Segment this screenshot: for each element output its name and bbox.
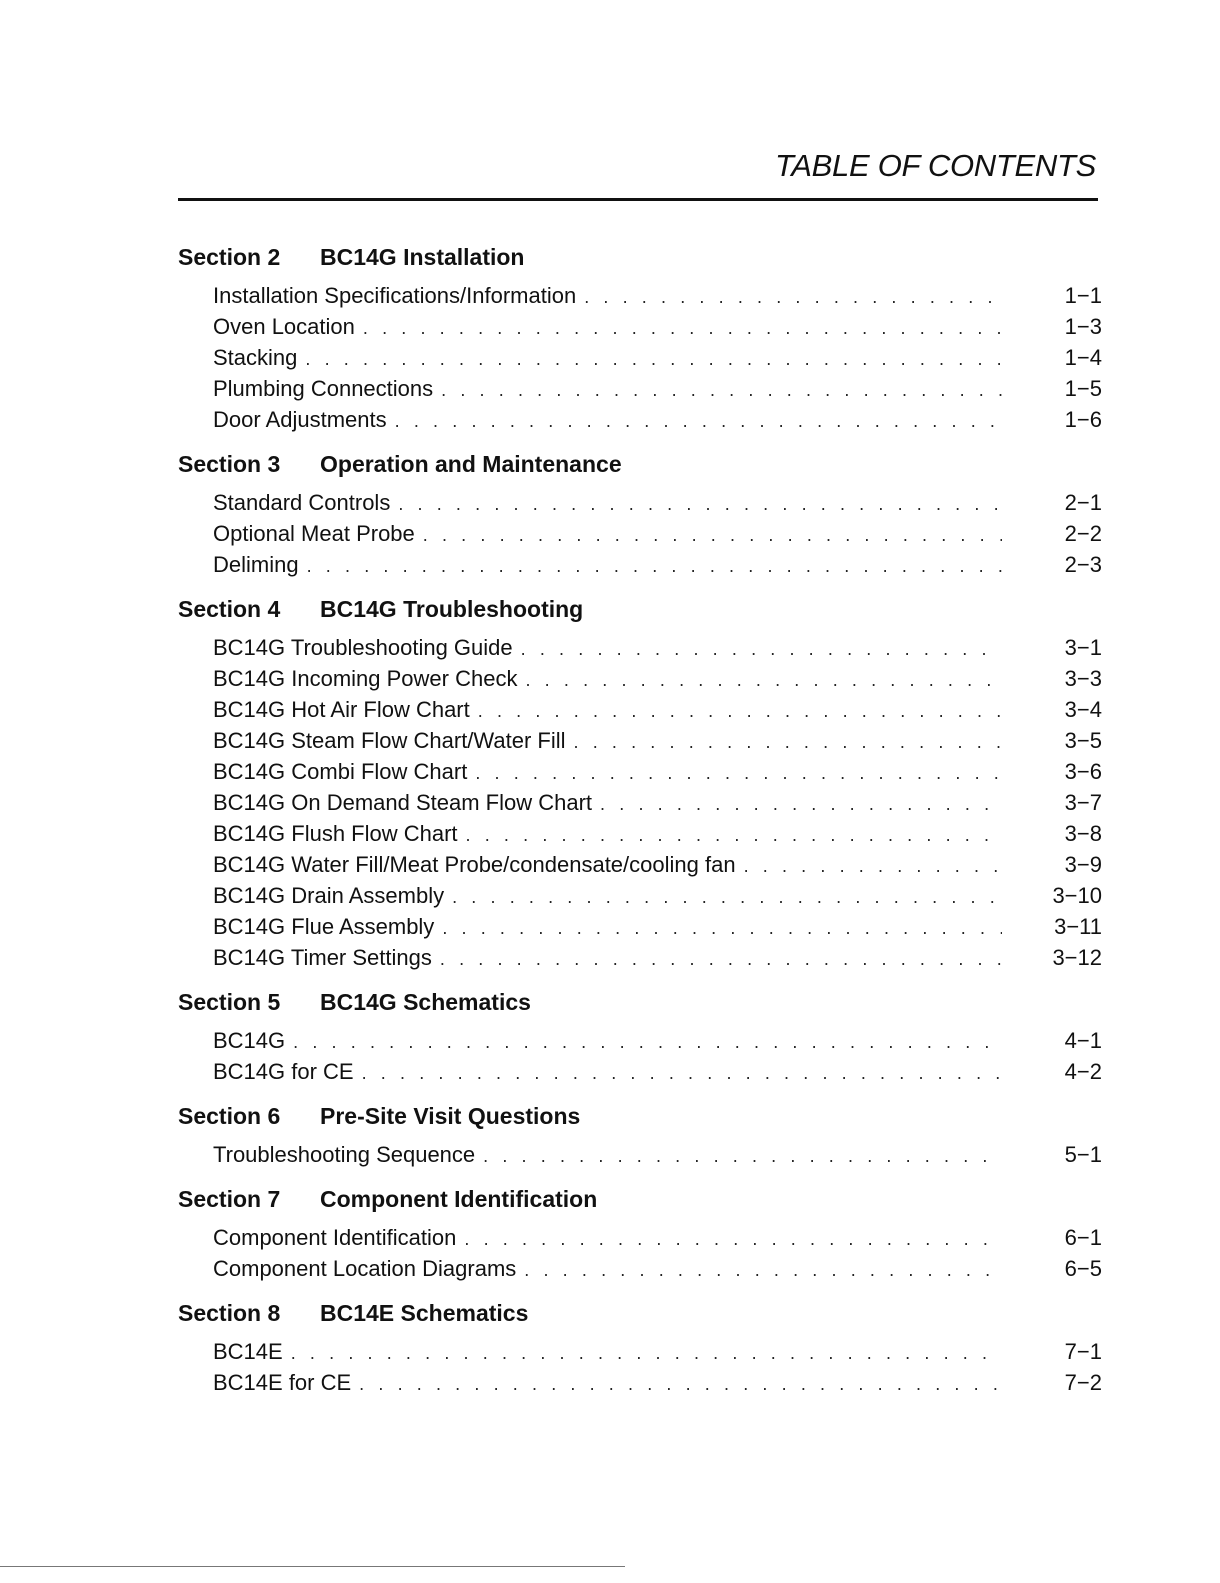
entry-title: Deliming [213, 552, 299, 577]
toc-entry[interactable] [178, 373, 1102, 404]
entry-page-number: 6−1 [1064, 1225, 1102, 1250]
toc-entry[interactable] [178, 1253, 1102, 1284]
dot-leader [423, 520, 1002, 551]
entry-title: BC14G Water Fill/Meat Probe/condensate/cooling fan [213, 852, 736, 877]
toc-entry[interactable] [178, 632, 1102, 663]
dot-leader [483, 1141, 1002, 1172]
entry-page-number: 3−9 [1064, 852, 1102, 877]
entry-title: BC14G Troubleshooting Guide [213, 635, 513, 660]
dot-leader [464, 1224, 1002, 1255]
title-divider [178, 198, 1098, 201]
dot-leader [521, 634, 1002, 665]
entry-page-number: 3−5 [1064, 728, 1102, 753]
section-heading[interactable] [178, 1184, 1102, 1214]
section-number: Section 7 [178, 1186, 281, 1212]
toc-entry[interactable] [178, 756, 1102, 787]
toc-entry[interactable] [178, 818, 1102, 849]
entry-page-number: 5−1 [1064, 1142, 1102, 1167]
section-title: BC14G Schematics [320, 989, 531, 1015]
entry-title: BC14G for CE [213, 1059, 354, 1084]
toc-entry[interactable] [178, 942, 1102, 973]
dot-leader [363, 313, 1002, 344]
entry-title: BC14G Flush Flow Chart [213, 821, 458, 846]
entry-page-number: 3−3 [1064, 666, 1102, 691]
section-number: Section 8 [178, 1300, 281, 1326]
entry-page-number: 3−1 [1064, 635, 1102, 660]
dot-leader [359, 1369, 1002, 1400]
entry-title: Stacking [213, 345, 298, 370]
entry-title: BC14G Steam Flow Chart/Water Fill [213, 728, 566, 753]
entry-title: Oven Location [213, 314, 355, 339]
section-heading[interactable] [178, 987, 1102, 1017]
entry-page-number: 6−5 [1064, 1256, 1102, 1281]
entry-page-number: 3−4 [1064, 697, 1102, 722]
entry-title: Door Adjustments [213, 407, 387, 432]
entry-page-number: 7−2 [1064, 1370, 1102, 1395]
toc-entry[interactable] [178, 725, 1102, 756]
section-heading[interactable] [178, 594, 1102, 624]
section-number: Section 5 [178, 989, 281, 1015]
entry-title: BC14G [213, 1028, 286, 1053]
toc-section [178, 594, 1102, 973]
toc-section [178, 449, 1102, 580]
entry-page-number: 2−3 [1064, 552, 1102, 577]
dot-leader [442, 913, 1002, 944]
toc-entry[interactable] [178, 280, 1102, 311]
entry-page-number: 1−3 [1064, 314, 1102, 339]
dot-leader [478, 696, 1002, 727]
section-title: Operation and Maintenance [320, 451, 622, 477]
entry-title: BC14G Incoming Power Check [213, 666, 518, 691]
entry-page-number: 3−8 [1064, 821, 1102, 846]
dot-leader [291, 1338, 1002, 1369]
entry-page-number: 3−7 [1064, 790, 1102, 815]
dot-leader [440, 944, 1002, 975]
dot-leader [362, 1058, 1002, 1089]
toc-entry[interactable] [178, 1367, 1102, 1398]
dot-leader [452, 882, 1002, 913]
bottom-divider [0, 1566, 625, 1567]
dot-leader [305, 344, 1002, 375]
toc-entry[interactable] [178, 849, 1102, 880]
entry-title: Optional Meat Probe [213, 521, 415, 546]
entry-page-number: 4−2 [1064, 1059, 1102, 1084]
entry-page-number: 1−1 [1064, 283, 1102, 308]
toc-section [178, 1184, 1102, 1284]
entry-page-number: 1−6 [1064, 407, 1102, 432]
section-heading[interactable] [178, 242, 1102, 272]
entry-page-number: 2−2 [1064, 521, 1102, 546]
toc-entry[interactable] [178, 1336, 1102, 1367]
section-heading[interactable] [178, 1101, 1102, 1131]
toc-entry[interactable] [178, 694, 1102, 725]
entry-title: Component Identification [213, 1225, 457, 1250]
toc-entry[interactable] [178, 911, 1102, 942]
entry-title: BC14G Flue Assembly [213, 914, 435, 939]
entry-title: Installation Specifications/Information [213, 283, 577, 308]
entry-title: Component Location Diagrams [213, 1256, 517, 1281]
toc-entry[interactable] [178, 880, 1102, 911]
page-title: TABLE OF CONTENTS [774, 148, 1096, 183]
dot-leader [600, 789, 1002, 820]
toc-section [178, 1101, 1102, 1170]
toc-entry[interactable] [178, 518, 1102, 549]
section-title: BC14E Schematics [320, 1300, 529, 1326]
entry-title: BC14G Timer Settings [213, 945, 432, 970]
toc-entry[interactable] [178, 487, 1102, 518]
section-number: Section 4 [178, 596, 281, 622]
entry-title: BC14E for CE [213, 1370, 352, 1395]
toc-section [178, 1298, 1102, 1398]
toc-section [178, 987, 1102, 1087]
entry-title: BC14E [213, 1339, 283, 1364]
toc-entry[interactable] [178, 787, 1102, 818]
entry-page-number: 4−1 [1064, 1028, 1102, 1053]
entry-page-number: 2−1 [1064, 490, 1102, 515]
entry-title: Standard Controls [213, 490, 391, 515]
toc-entry[interactable] [178, 404, 1102, 435]
dot-leader [525, 665, 1002, 696]
section-heading[interactable] [178, 449, 1102, 479]
toc-entry[interactable] [178, 1056, 1102, 1087]
dot-leader [466, 820, 1002, 851]
section-number: Section 6 [178, 1103, 281, 1129]
dot-leader [293, 1027, 1002, 1058]
entry-page-number: 3−11 [1054, 914, 1102, 939]
entry-page-number: 3−10 [1052, 883, 1102, 908]
section-number: Section 2 [178, 244, 281, 270]
toc-entry[interactable] [178, 342, 1102, 373]
entry-title: Troubleshooting Sequence [213, 1142, 476, 1167]
toc-entry[interactable] [178, 311, 1102, 342]
entry-title: BC14G Combi Flow Chart [213, 759, 468, 784]
table-of-contents [178, 242, 1102, 1398]
dot-leader [398, 489, 1002, 520]
section-title: BC14G Installation [320, 244, 525, 270]
toc-entry[interactable] [178, 1222, 1102, 1253]
section-title: BC14G Troubleshooting [320, 596, 584, 622]
entry-title: Plumbing Connections [213, 376, 434, 401]
section-title: Component Identification [320, 1186, 598, 1212]
dot-leader [475, 758, 1002, 789]
entry-title: BC14G Hot Air Flow Chart [213, 697, 470, 722]
entry-page-number: 3−12 [1052, 945, 1102, 970]
dot-leader [744, 851, 1002, 882]
section-title: Pre-Site Visit Questions [320, 1103, 581, 1129]
dot-leader [574, 727, 1003, 758]
entry-page-number: 1−4 [1064, 345, 1102, 370]
entry-page-number: 1−5 [1064, 376, 1102, 401]
toc-entry[interactable] [178, 663, 1102, 694]
dot-leader [395, 406, 1002, 437]
dot-leader [584, 282, 1002, 313]
dot-leader [524, 1255, 1002, 1286]
dot-leader [441, 375, 1002, 406]
entry-page-number: 7−1 [1064, 1339, 1102, 1364]
section-number: Section 3 [178, 451, 281, 477]
toc-entry[interactable] [178, 1025, 1102, 1056]
entry-title: BC14G On Demand Steam Flow Chart [213, 790, 593, 815]
toc-entry[interactable] [178, 549, 1102, 580]
section-heading[interactable] [178, 1298, 1102, 1328]
toc-section [178, 242, 1102, 435]
entry-title: BC14G Drain Assembly [213, 883, 445, 908]
entry-page-number: 3−6 [1064, 759, 1102, 784]
toc-entry[interactable] [178, 1139, 1102, 1170]
dot-leader [307, 551, 1002, 582]
